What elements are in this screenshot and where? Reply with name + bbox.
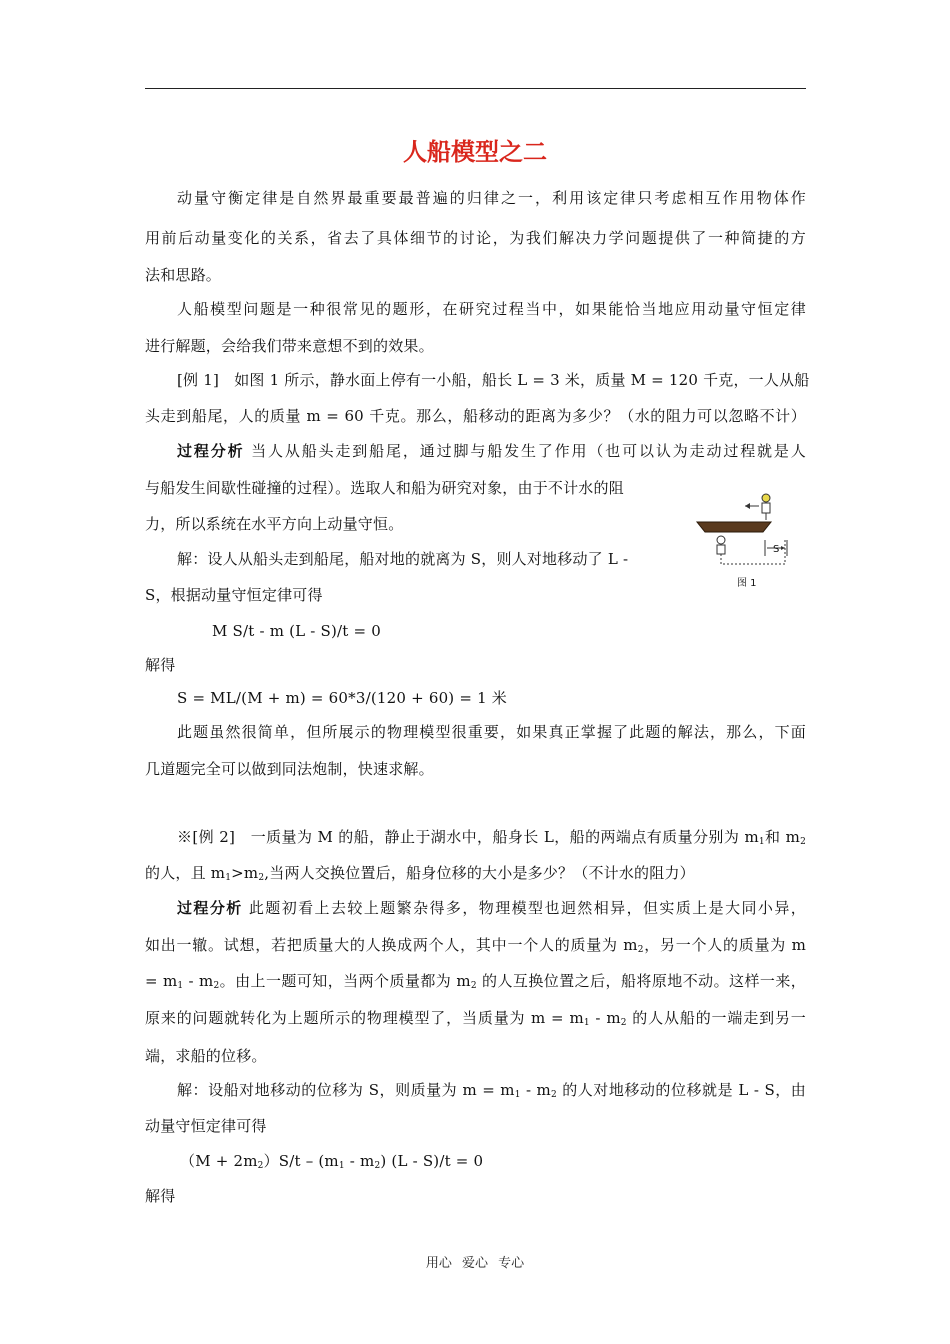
analysis-label: 过程分析 — [177, 442, 245, 460]
para-intro-line: 法和思路。 — [145, 266, 222, 284]
figure-boat-diagram — [695, 490, 807, 590]
para-intro-line: 动量守衡定律是自然界最重要最普遍的归律之一，利用该定律只考虑相互作用物体作 — [177, 189, 806, 207]
solution2-line: 动量守恒定律可得 — [145, 1117, 267, 1135]
page-title: 人船模型之二 — [403, 138, 547, 166]
solve-label: 解得 — [145, 656, 176, 674]
s-label: S — [773, 544, 780, 555]
walk-arrow — [745, 503, 759, 509]
analysis1-line: 力，所以系统在水平方向上动量守恒。 — [145, 515, 404, 533]
analysis2-line: 原来的问题就转化为上题所示的物理模型了，当质量为 $m = m_1 - m_2$ 的人从船的一端走到另一 — [145, 1009, 807, 1028]
analysis2-line: 过程分析 此题初看上去较上题繁杂得多，物理模型也迥然相异，但实质上是大同小异， — [177, 899, 806, 917]
solution1-line: S，根据动量守恒定律可得 — [145, 586, 323, 604]
para-model-line: 进行解题，会给我们带来意想不到的效果。 — [145, 337, 434, 355]
equation-result: S = ML/(M + m) = 60*3/(120 + 60) = 1 米 — [177, 689, 507, 707]
person-bottom-icon — [717, 536, 725, 554]
comment-line: 此题虽然很简单，但所展示的物理模型很重要，如果真正掌握了此题的解法，那么，下面 — [177, 723, 806, 741]
analysis2-line: 如出一辙。试想，若把质量大的人换成两个人，其中一个人的质量为 $m_2$，另一个人的质量为 m — [145, 936, 806, 955]
para-intro-line: 用前后动量变化的关系，省去了具体细节的讨论，为我们解决力学问题提供了一种简捷的方 — [145, 229, 806, 247]
solution1-line: 解：设人从船头走到船尾，船对地的就离为 S，则人对地移动了 L - — [177, 550, 629, 568]
page-footer: 用心 爱心 专心 — [425, 1256, 525, 1271]
para-model-line: 人船模型问题是一种很常见的题形，在研究过程当中，如果能恰当地应用动量守恒定律 — [177, 300, 806, 318]
solution2-line: 解：设船对地移动的位移为 S，则质量为 $m = m_1 - m_2$ 的人对地移动的位移就是 L - S，由 — [177, 1081, 806, 1100]
solve-label: 解得 — [145, 1187, 176, 1205]
analysis-label: 过程分析 — [177, 899, 243, 917]
example2-line: ※[例 2] 一质量为 M 的船，静止于湖水中，船身长 L，船的两端点有质量分别为 $m_1$和 $m_2$ — [177, 828, 806, 847]
example1-line: 头走到船尾，人的质量 m = 60 千克。那么，船移动的距离为多少？（水的阻力可以忽略不计） — [145, 407, 806, 425]
equation-momentum: M S/t - m (L - S)/t = 0 — [212, 622, 381, 640]
analysis2-line: = $m_1 - m_2$。由上一题可知，当两个质量都为 $m_2$ 的人互换位置之后，船将原地不动。这样一来， — [145, 972, 806, 991]
example1-line: [例 1] 如图 1 所示，静水面上停有一小船，船长 L = 3 米，质量 M = 120 千克，一人从船 — [177, 371, 810, 389]
example2-line: 的人，且 $m_1>m_2$,当两人交换位置后，船身位移的大小是多少？（不计水的阻力） — [145, 864, 695, 883]
comment-line: 几道题完全可以做到同法炮制，快速求解。 — [145, 760, 434, 778]
analysis1-line — [177, 440, 806, 462]
boat-shape — [697, 522, 771, 532]
header-rule — [145, 88, 806, 89]
equation-momentum-2: $(M + 2m_2)S/t - (m_1 - m_2)$ (L - S)/t = 0 — [180, 1152, 484, 1171]
figure-caption: 图 1 — [737, 578, 757, 589]
analysis1-text: 当人从船头走到船尾，通过脚与船发生了作用（也可以认为走动过程就是人 — [244, 442, 806, 460]
person-top-icon — [762, 494, 770, 520]
analysis2-line: 端，求船的位移。 — [145, 1047, 267, 1065]
analysis1-line: 与船发生间歇性碰撞的过程）。选取人和船为研究对象，由于不计水的阻 — [145, 479, 624, 497]
